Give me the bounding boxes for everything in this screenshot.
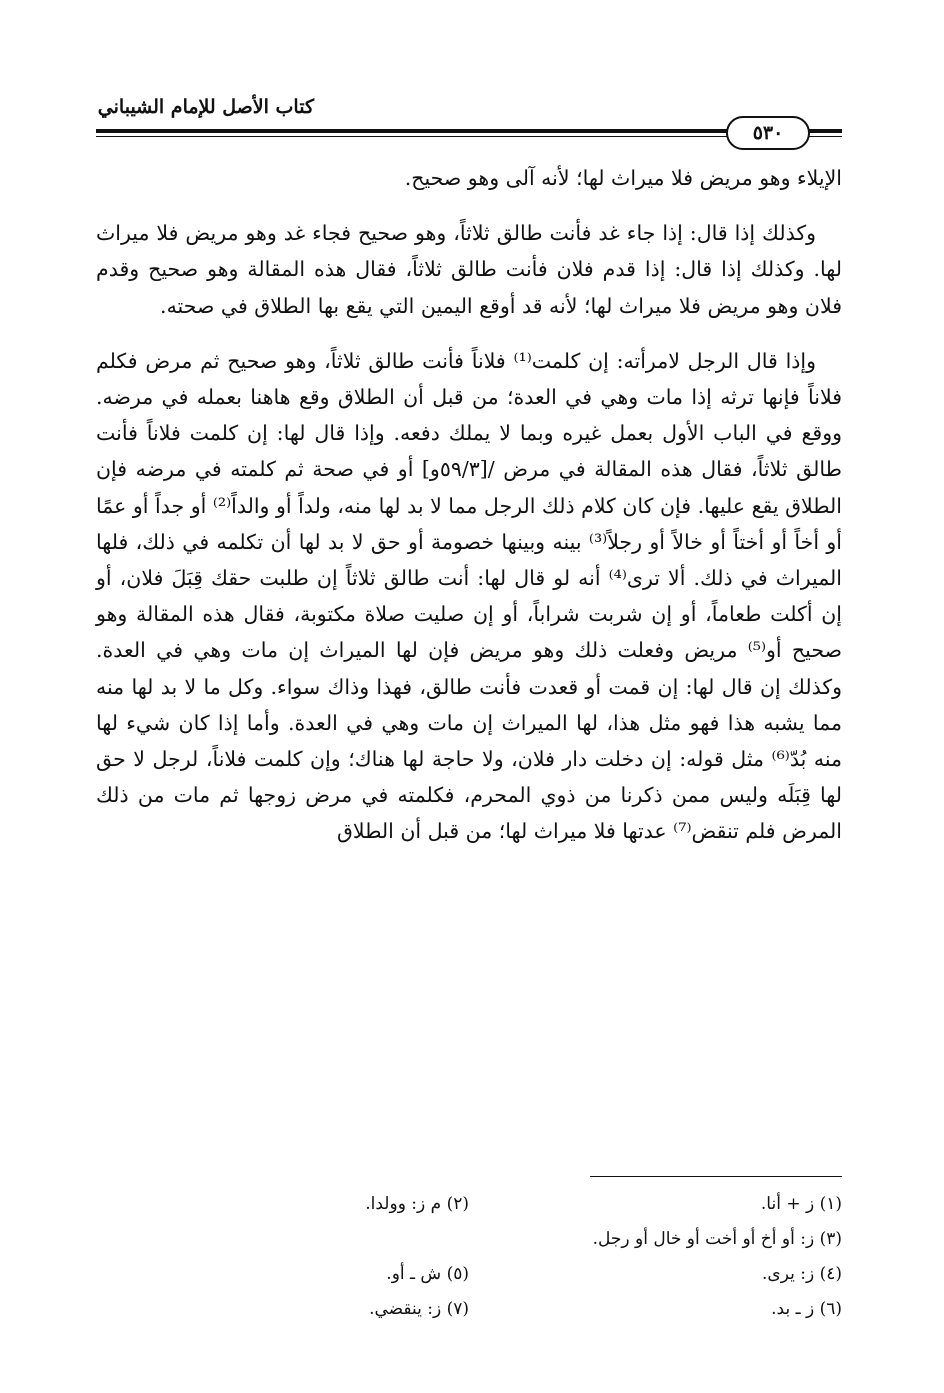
paragraph-continuation: الإيلاء وهو مريض فلا ميراث لها؛ لأنه آلى وهو صحيح. — [404, 166, 842, 190]
body-text — [96, 160, 842, 850]
footnote-6: (٦) ز ـ بد. — [771, 1298, 842, 1319]
running-header-title: كتاب الأصل للإمام الشيباني — [97, 96, 314, 118]
footnote-5: (٥) ش ـ أو. — [386, 1263, 469, 1284]
footnote-1: (١) ز + أنا. — [760, 1193, 842, 1214]
footnote-separator — [590, 1176, 842, 1177]
page-number-badge: ٥٣٠ — [726, 116, 810, 150]
footnote-3: (٣) ز: أو أخ أو أخت أو خال أو رجل. — [592, 1228, 842, 1249]
footnotes — [96, 1186, 842, 1326]
paragraph-2: وكذلك إذا قال: إذا جاء غد فأنت طالق ثلاثاً، وهو صحيح فجاء غد وهو مريض فلا ميراث لها. وكذلك إذا قال: إذا قدم فلان فأنت طالق ثلاثاً، فقال هذه المقالة وهو صحيح وقدم فلان وهو مريض فلا ميراث لها؛ لأنه قد أوقع اليمين التي يقع بها الطلاق في صحته. — [96, 221, 842, 318]
paragraph-3: وإذا قال الرجل لامرأته: إن كلمت⁽¹⁾ فلاناً فأنت طالق ثلاثاً، وهو صحيح ثم مرض فكلم فلاناً فإنها ترثه إذا مات وهي في العدة؛ من قبل أن الطلاق وقع هاهنا بعمله في مرضه. ووقع في الباب الأول بعمل غيره وبما لا يملك دفعه. وإذا قال لها: إن كلمت فلاناً فأنت طالق ثلاثاً، فقال هذه المقالة في مرض /[٥٩/٣و] أو في صحة ثم كلمته في مرضه فإن الطلاق يقع عليها. فإن كان كلام ذلك الرجل مما لا بد لها منه، ولداً أو والداً⁽²⁾ أو جداً أو عمًا أو أخاً أو أختاً أو خالاً أو رجلاً⁽³⁾ بينه وبينها خصومة أو حق لا بد لها أن تكلمه في ذلك، فلها الميراث في ذلك. ألا ترى⁽⁴⁾ أنه لو قال لها: أنت طالق ثلاثاً إن طلبت حقك قِبَلَ فلان، أو إن أكلت طعاماً، أو إن شربت شراباً، أو إن صليت صلاة مكتوبة، فقال هذه المقالة وهو صحيح أو⁽⁵⁾ مريض وفعلت ذلك وهو مريض فإن لها الميراث إن مات وهي في العدة. وكذلك إن قال لها: إن قمت أو قعدت فأنت طالق، فهذا وذاك سواء. وكل ما لا بد لها منه مما يشبه هذا فهو مثل هذا، لها الميراث إن مات وهي في العدة. وأما إذا كان شيء لها منه بُدّ⁽⁶⁾ مثل قوله: إن دخلت دار فلان، ولا حاجة لها هناك؛ وإن كلمت فلاناً، لرجل لا حق لها قِبَلَه وليس ممن ذكرنا من ذوي المحرم، فكلمته في مرض زوجها ثم مات من ذلك المرض فلم تنقض⁽⁷⁾ عدتها فلا ميراث لها؛ من قبل أن الطلاق — [96, 348, 843, 844]
footnote-2: (٢) م ز: وولدا. — [365, 1193, 469, 1214]
footnote-4: (٤) ز: يرى. — [762, 1263, 842, 1284]
footnote-7: (٧) ز: ينقضي. — [369, 1298, 469, 1319]
